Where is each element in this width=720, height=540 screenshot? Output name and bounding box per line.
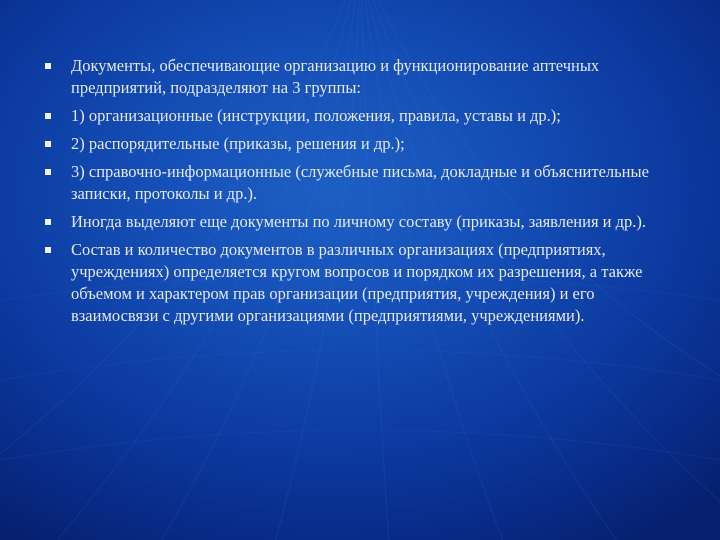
square-bullet-icon bbox=[45, 141, 51, 147]
bullet-text: 2) распорядительные (приказы, решения и др.); bbox=[71, 134, 405, 153]
list-item bbox=[40, 133, 680, 155]
square-bullet-icon bbox=[45, 113, 51, 119]
square-bullet-icon bbox=[45, 247, 51, 253]
square-bullet-icon bbox=[45, 169, 51, 175]
list-item bbox=[40, 55, 680, 99]
list-item bbox=[40, 161, 680, 205]
bullet-text: 3) справочно-информационные (служебные письма, докладные и объяснительные записки, протоколы и др.). bbox=[71, 162, 649, 203]
bullet-text: Иногда выделяют еще документы по личному составу (приказы, заявления и др.). bbox=[71, 212, 647, 231]
slide-body bbox=[40, 55, 680, 333]
list-item bbox=[40, 105, 680, 127]
bullet-text: 1) организационные (инструкции, положения, правила, уставы и др.); bbox=[71, 106, 561, 125]
square-bullet-icon bbox=[45, 63, 51, 69]
bullet-list bbox=[40, 55, 680, 327]
square-bullet-icon bbox=[45, 219, 51, 225]
bullet-text: Состав и количество документов в различных организациях (предприятиях, учреждениях) определяется кругом вопросов и порядком их разрешения, а также объемом и характером прав организации (предприятия, учреждения) и его взаимосвязи с другими организациями (предприятиями, учреждениями). bbox=[71, 240, 643, 325]
list-item bbox=[40, 211, 680, 233]
bullet-text: Документы, обеспечивающие организацию и функционирование аптечных предприятий, подразделяют на 3 группы: bbox=[71, 56, 600, 97]
list-item bbox=[40, 239, 680, 327]
